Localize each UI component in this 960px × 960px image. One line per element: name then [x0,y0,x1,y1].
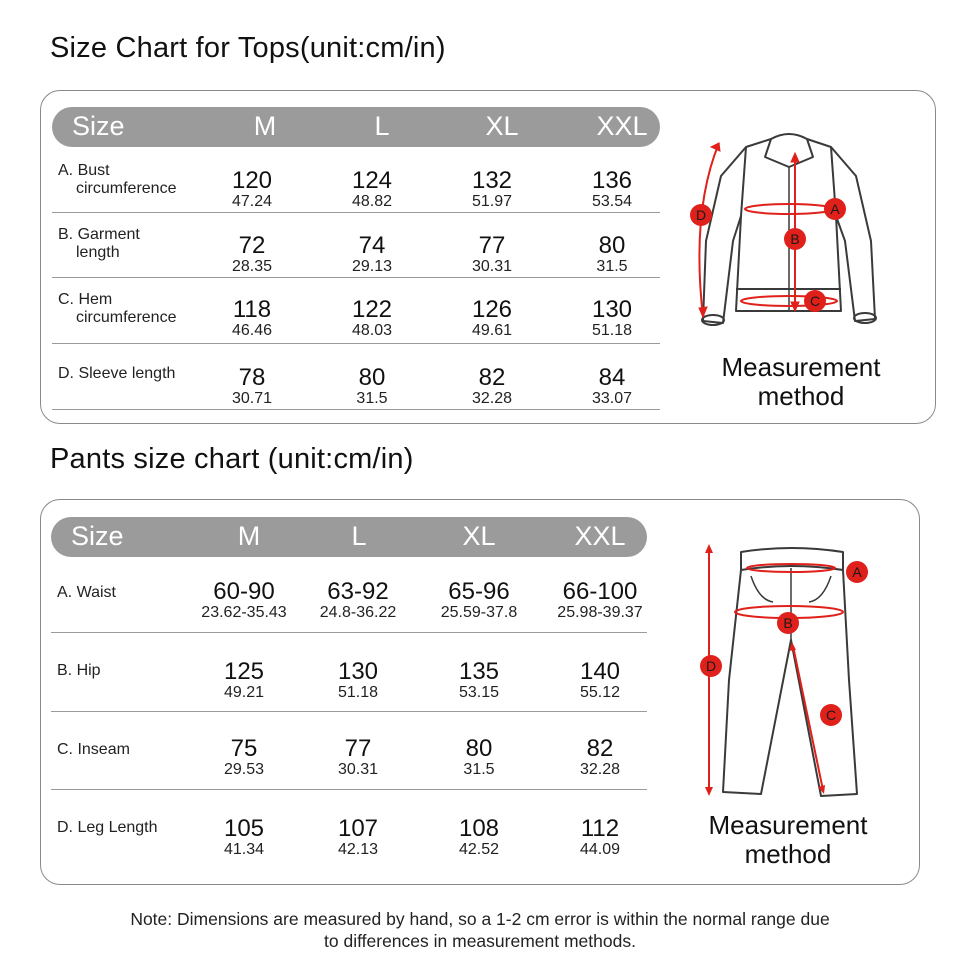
row-label: D. Sleeve length [58,365,176,382]
pants-header-xl: XL [462,520,496,551]
table-cell: 66-100 25.98-39.37 [557,578,643,621]
marker-a: A [830,201,840,217]
pants-header-xxl: XXL [574,520,626,551]
tops-header-size: Size [72,110,125,141]
pants-header-row [51,517,647,557]
marker-b: B [783,615,793,631]
table-cell: 112 44.09 [579,815,621,858]
table-cell: 136 53.54 [591,167,633,210]
pants-icon [681,540,881,805]
table-cell: 132 51.97 [471,167,513,210]
table-cell: 78 30.71 [231,364,273,407]
row-label: D. Leg Length [57,819,158,836]
table-cell: 80 31.5 [596,232,628,275]
table-cell: 124 48.82 [351,167,393,210]
table-row [52,278,660,344]
pants-header-l: L [351,520,367,551]
tops-header-row [52,107,660,147]
table-cell: 77 30.31 [471,232,513,275]
table-cell: 130 51.18 [337,658,379,701]
row-label: C. Hem circumference [58,291,177,326]
table-cell: 80 31.5 [356,364,388,407]
marker-b: B [790,231,800,247]
table-cell: 72 28.35 [231,232,273,275]
row-label: A. Bust circumference [58,162,177,197]
table-cell: 118 46.46 [231,296,273,339]
table-cell: 120 47.24 [231,167,273,210]
table-cell: 80 31.5 [463,735,495,778]
marker-d: D [705,658,717,674]
table-cell: 74 29.13 [351,232,393,275]
tops-header-l: L [374,110,390,141]
table-cell: 82 32.28 [471,364,513,407]
tops-header-m: M [253,110,277,141]
table-cell: 126 49.61 [471,296,513,339]
table-row [51,712,647,790]
marker-a: A [852,564,862,580]
jacket-icon [681,121,921,331]
table-cell: 82 32.28 [579,735,621,778]
table-cell: 130 51.18 [591,296,633,339]
measurement-note: Note: Dimensions are measured by hand, so a 1-2 cm error is within the normal range due to differences in measurement methods. [130,909,830,951]
table-cell: 108 42.52 [458,815,500,858]
table-row [51,790,647,870]
marker-c: C [809,293,821,309]
pants-size-table-panel [40,499,920,885]
tops-chart-title: Size Chart for Tops(unit:cm/in) [50,32,446,64]
tops-header-xl: XL [485,110,519,141]
pants-header-m: M [237,520,261,551]
table-cell: 63-92 24.8-36.22 [319,578,397,621]
row-label: B. Hip [57,662,101,679]
table-cell: 107 42.13 [337,815,379,858]
table-cell: 77 30.31 [337,735,379,778]
table-cell: 122 48.03 [351,296,393,339]
pants-header-size: Size [71,520,124,551]
tops-method-label: Measurement method [721,352,881,411]
table-cell: 135 53.15 [458,658,500,701]
table-cell: 84 33.07 [591,364,633,407]
table-cell: 125 49.21 [223,658,265,701]
table-row [51,562,647,633]
table-cell: 60-90 23.62-35.43 [201,578,287,621]
marker-d: D [695,207,707,223]
tops-header-xxl: XXL [596,110,648,141]
table-row [52,213,660,278]
table-cell: 65-96 25.59-37.8 [440,578,518,621]
table-row [51,633,647,712]
table-cell: 140 55.12 [579,658,621,701]
row-label: B. Garment length [58,226,140,261]
row-label: C. Inseam [57,741,130,758]
table-row [52,151,660,213]
pants-chart-title: Pants size chart (unit:cm/in) [50,443,414,475]
table-row [52,344,660,410]
table-cell: 75 29.53 [223,735,265,778]
table-cell: 105 41.34 [223,815,265,858]
tops-size-table-panel [40,90,936,424]
row-label: A. Waist [57,584,116,601]
marker-c: C [825,707,837,723]
pants-method-label: Measurement method [708,810,868,869]
